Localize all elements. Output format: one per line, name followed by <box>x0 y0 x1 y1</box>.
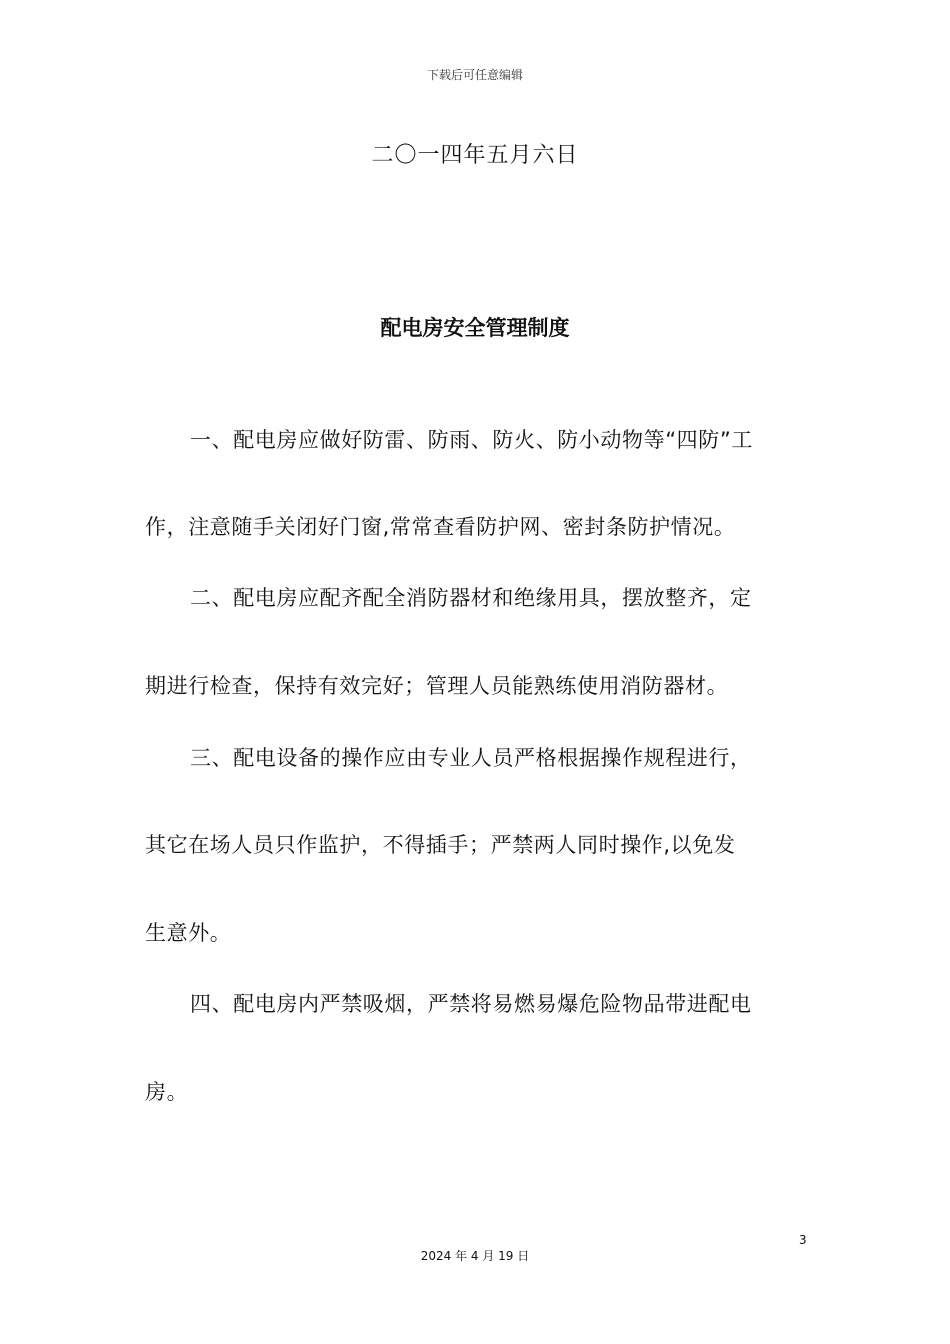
paragraph-1-line-2: 作，注意随手关闭好门窗,常常查看防护网、密封条防护情况。 <box>145 515 736 539</box>
footer-date: 2024 年 4 月 19 日 <box>420 1249 530 1263</box>
document-date: 二〇一四年五月六日 <box>371 143 579 168</box>
page-number: 3 <box>799 1233 807 1247</box>
paragraph-3-line-1: 三、配电设备的操作应由专业人员严格根据操作规程进行， <box>190 746 752 770</box>
paragraph-3-line-3: 生意外。 <box>145 921 232 945</box>
paragraph-4-line-1: 四、配电房内严禁吸烟，严禁将易燃易爆危险物品带进配电 <box>190 992 752 1016</box>
header-note: 下载后可任意编辑 <box>426 68 523 82</box>
paragraph-3-line-2: 其它在场人员只作监护，不得插手；严禁两人同时操作,以免发 <box>145 833 736 857</box>
paragraph-2-line-2: 期进行检查，保持有效完好；管理人员能熟练使用消防器材。 <box>145 674 729 698</box>
document-title: 配电房安全管理制度 <box>380 316 570 340</box>
paragraph-1-line-1: 一、配电房应做好防雷、防雨、防火、防小动物等“四防”工 <box>190 428 753 452</box>
paragraph-4-line-2: 房。 <box>145 1080 189 1104</box>
paragraph-2-line-1: 二、配电房应配齐配全消防器材和绝缘用具，摆放整齐，定 <box>190 586 752 610</box>
